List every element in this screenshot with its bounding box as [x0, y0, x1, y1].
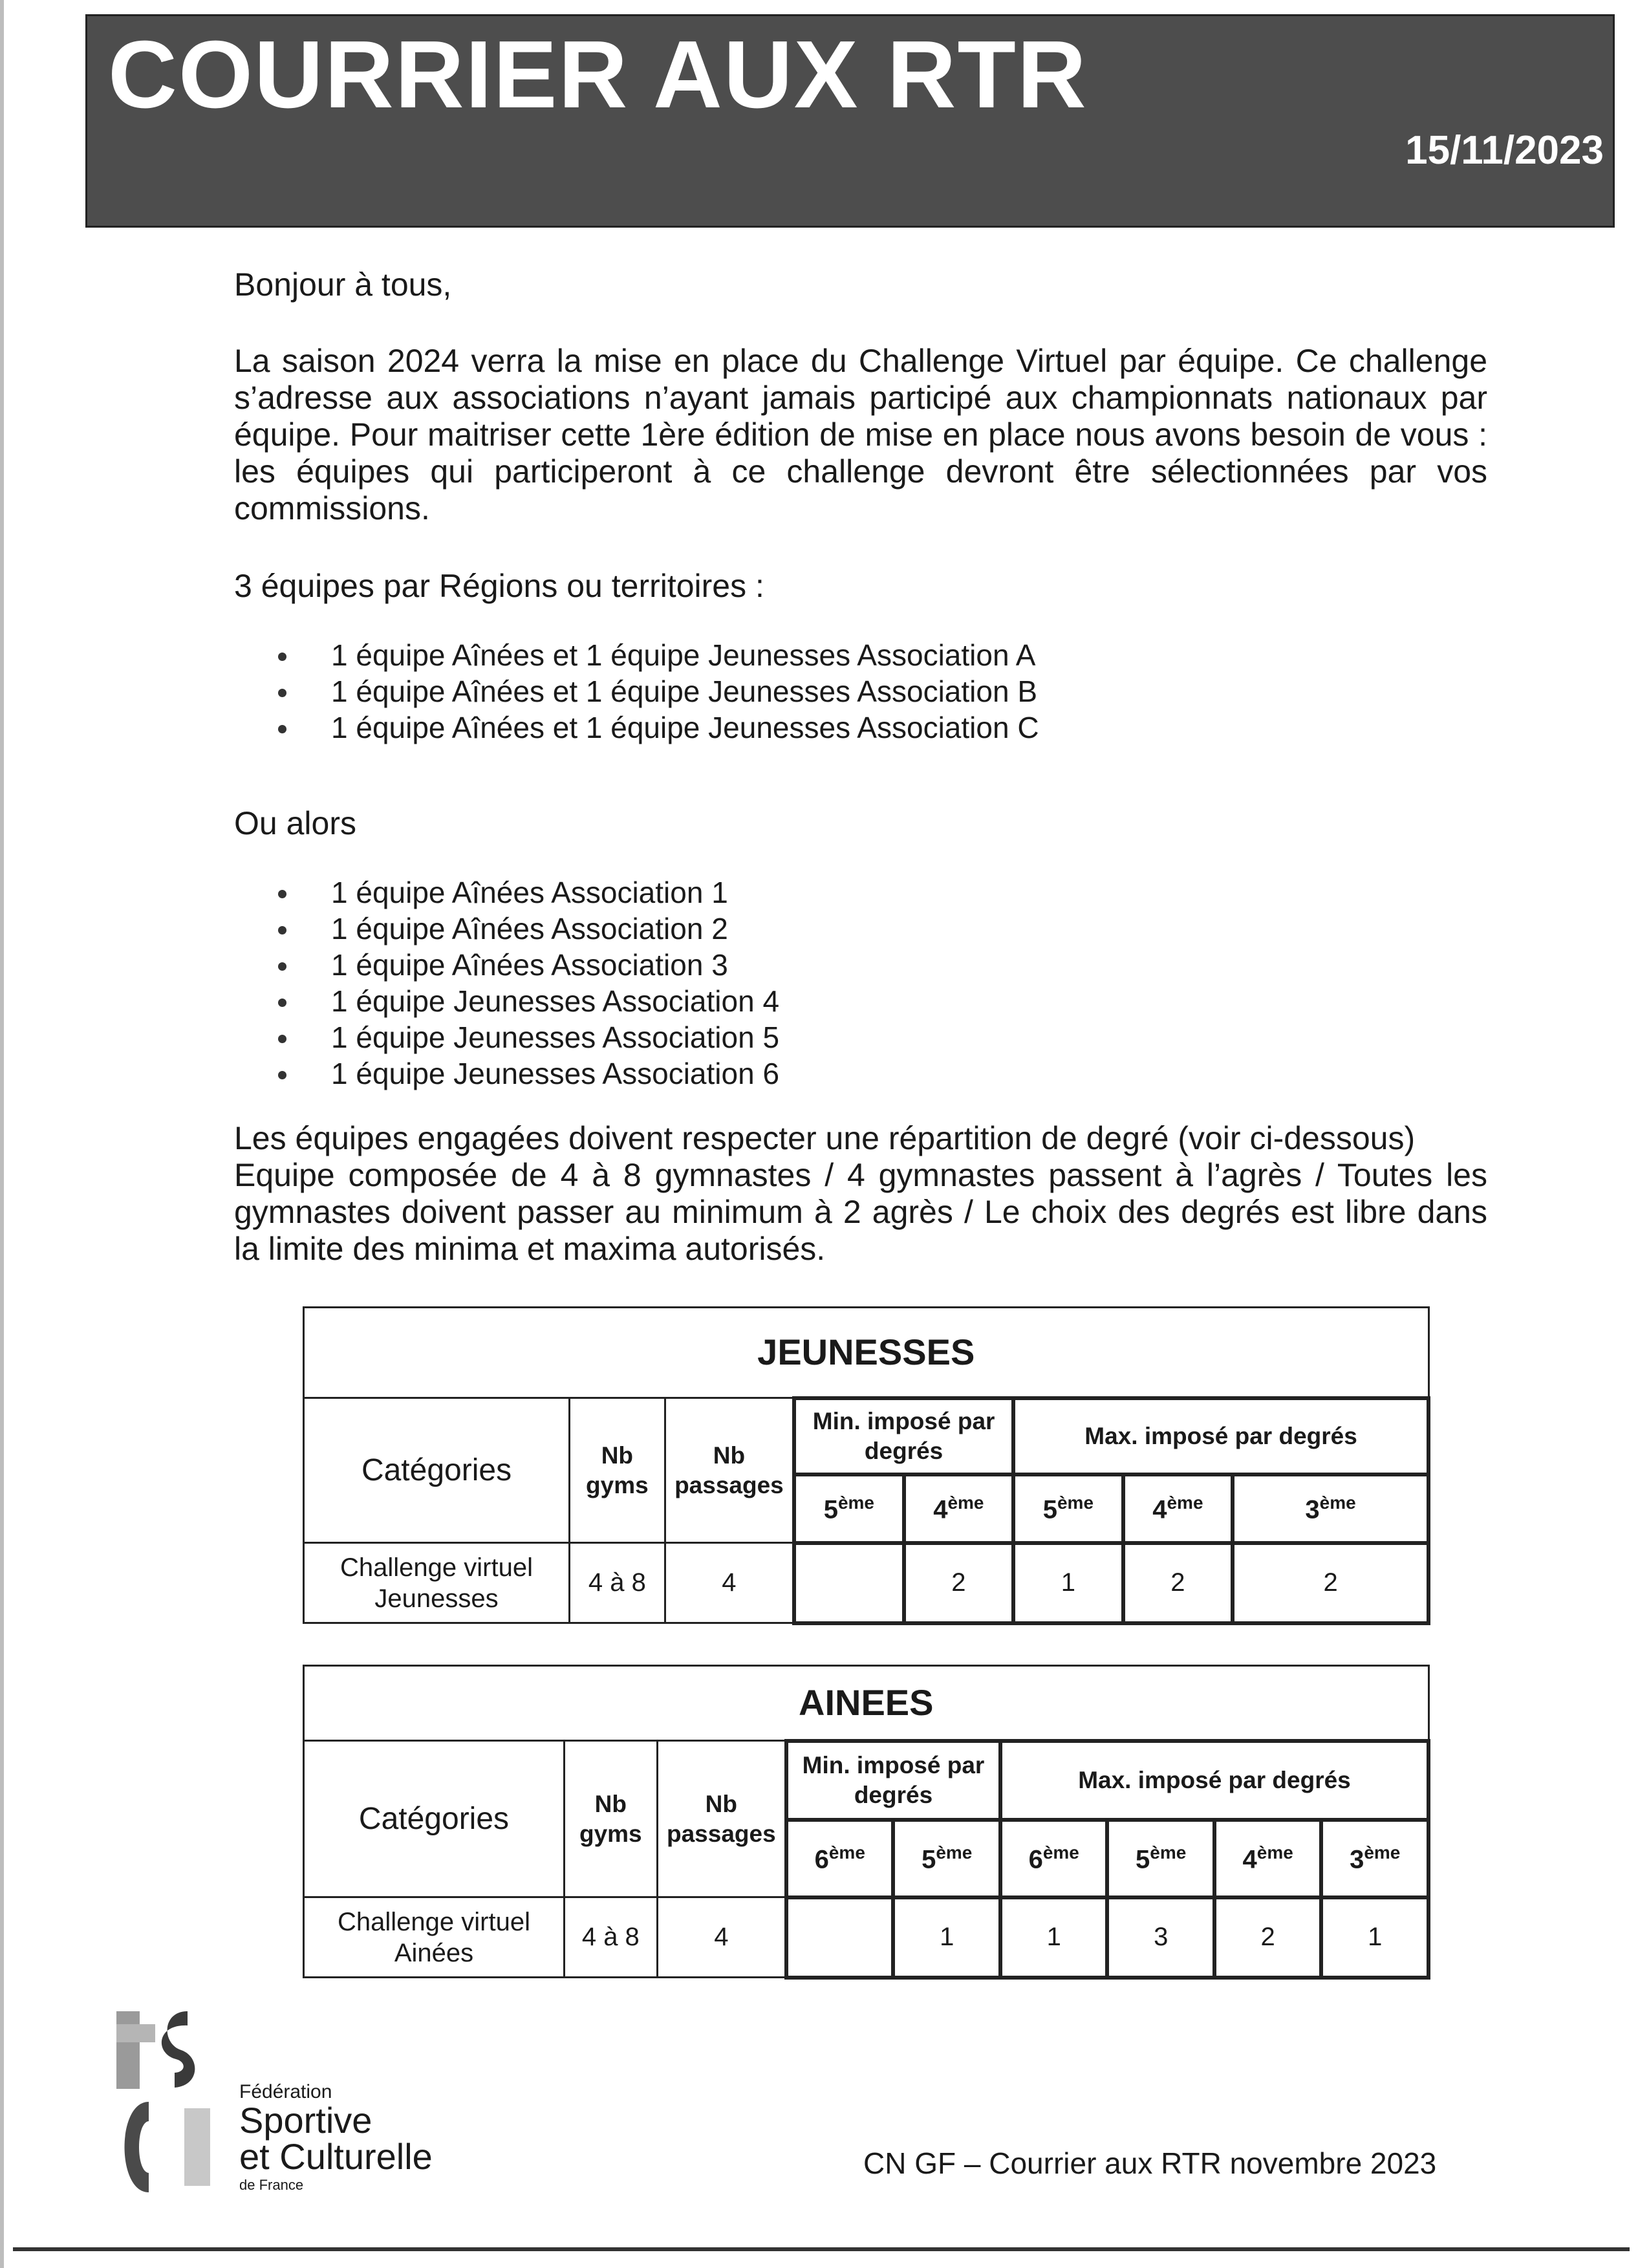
row-category: Challenge virtuel Jeunesses — [304, 1543, 570, 1623]
list-item: 1 équipe Aînées Association 3 — [278, 947, 779, 983]
footer-note: CN GF – Courrier aux RTR novembre 2023 — [863, 2146, 1437, 2180]
intro-paragraph — [234, 343, 1487, 527]
fscf-logo-mark — [110, 2005, 239, 2199]
row-nb-passages: 4 — [657, 1897, 786, 1978]
degree-header: 5ème — [893, 1820, 1000, 1897]
or-label — [234, 805, 1487, 842]
document-date: 15/11/2023 — [1405, 128, 1604, 173]
row-nb-gyms: 4 à 8 — [570, 1543, 665, 1623]
jeunesses-table — [303, 1306, 1430, 1625]
list-item: 1 équipe Jeunesses Association 5 — [278, 1019, 779, 1055]
teams-intro-text: 3 équipes par Régions ou territoires : — [234, 568, 764, 604]
col-nb-passages: Nb passages — [657, 1741, 786, 1897]
col-nb-passages: Nb passages — [665, 1398, 794, 1543]
table-row — [304, 1543, 1429, 1623]
header-banner — [85, 14, 1615, 228]
rules-paragraph — [234, 1120, 1487, 1268]
row-max-value: 2 — [1123, 1543, 1233, 1623]
col-min-imposed: Min. imposé par degrés — [786, 1741, 1000, 1820]
greeting — [234, 266, 1487, 303]
degree-header: 6ème — [786, 1820, 893, 1897]
col-nb-gyms: Nb gyms — [564, 1741, 657, 1897]
row-min-value: 2 — [904, 1543, 1014, 1623]
list-item: 1 équipe Aînées et 1 équipe Jeunesses Association C — [278, 709, 1039, 746]
or-label-text: Ou alors — [234, 805, 356, 841]
row-min-value: 1 — [893, 1897, 1000, 1978]
table-row — [304, 1897, 1429, 1978]
row-max-value: 2 — [1233, 1543, 1428, 1623]
rules-line-2: Equipe composée de 4 à 8 gymnastes / 4 gymnastes passent à l’agrès / Toutes les gymnastes doivent passer au minimum à 2 agrès / Le choix des degrés est libre dans la limite des minima et maxima autorisés. — [234, 1157, 1487, 1267]
row-max-value: 3 — [1107, 1897, 1214, 1978]
degree-header: 4ème — [904, 1474, 1014, 1543]
logo-line-1: Fédération — [239, 2081, 332, 2102]
list-item: 1 équipe Aînées et 1 équipe Jeunesses Association B — [278, 673, 1039, 709]
page-bottom-edge — [13, 2247, 1630, 2251]
degree-header: 5ème — [1107, 1820, 1214, 1897]
degree-header: 3ème — [1233, 1474, 1428, 1543]
degree-header: 4ème — [1214, 1820, 1321, 1897]
row-min-value — [786, 1897, 893, 1978]
list-item: 1 équipe Jeunesses Association 4 — [278, 983, 779, 1019]
row-nb-passages: 4 — [665, 1543, 794, 1623]
option-b-list — [278, 874, 779, 1092]
rules-line-1: Les équipes engagées doivent respecter une répartition de degré (voir ci-dessous) — [234, 1120, 1416, 1156]
option-a-list — [278, 637, 1039, 746]
logo-line-2: Sportive — [239, 2100, 372, 2141]
row-min-value — [794, 1543, 904, 1623]
degree-header: 5ème — [794, 1474, 904, 1543]
degree-header: 4ème — [1123, 1474, 1233, 1543]
col-categories: Catégories — [304, 1741, 565, 1897]
logo-line-3: et Culturelle — [239, 2136, 433, 2177]
scan-edge — [0, 0, 4, 2268]
row-max-value: 1 — [1013, 1543, 1123, 1623]
row-category: Challenge virtuel Ainées — [304, 1897, 565, 1978]
jeunesses-title: JEUNESSES — [304, 1308, 1429, 1398]
row-max-value: 1 — [1000, 1897, 1107, 1978]
col-min-imposed: Min. imposé par degrés — [794, 1398, 1013, 1474]
ainees-table — [303, 1665, 1430, 1980]
list-item: 1 équipe Aînées Association 2 — [278, 911, 779, 947]
teams-intro — [234, 568, 1487, 605]
col-nb-gyms: Nb gyms — [570, 1398, 665, 1543]
row-max-value: 1 — [1321, 1897, 1428, 1978]
col-max-imposed: Max. imposé par degrés — [1013, 1398, 1428, 1474]
list-item: 1 équipe Jeunesses Association 6 — [278, 1055, 779, 1092]
intro-text: La saison 2024 verra la mise en place du Challenge Virtuel par équipe. Ce challenge s’adresse aux associations n’ayant jamais participé aux championnats nationaux par équipe. Pour maitriser cette 1ère édition de mise en place nous avons besoin de vous : les équipes qui participeront à ce challenge devront être sélectionnées par vos commissions. — [234, 343, 1487, 526]
col-max-imposed: Max. imposé par degrés — [1000, 1741, 1428, 1820]
greeting-text: Bonjour à tous, — [234, 266, 452, 303]
degree-header: 6ème — [1000, 1820, 1107, 1897]
row-max-value: 2 — [1214, 1897, 1321, 1978]
degree-header: 5ème — [1013, 1474, 1123, 1543]
row-nb-gyms: 4 à 8 — [564, 1897, 657, 1978]
col-categories: Catégories — [304, 1398, 570, 1543]
list-item: 1 équipe Aînées Association 1 — [278, 874, 779, 911]
logo-line-4: de France — [239, 2177, 304, 2193]
list-item: 1 équipe Aînées et 1 équipe Jeunesses Association A — [278, 637, 1039, 673]
document-title: COURRIER AUX RTR — [108, 21, 1088, 128]
fscf-logo — [110, 2005, 459, 2199]
ainees-title: AINEES — [304, 1666, 1429, 1741]
degree-header: 3ème — [1321, 1820, 1428, 1897]
